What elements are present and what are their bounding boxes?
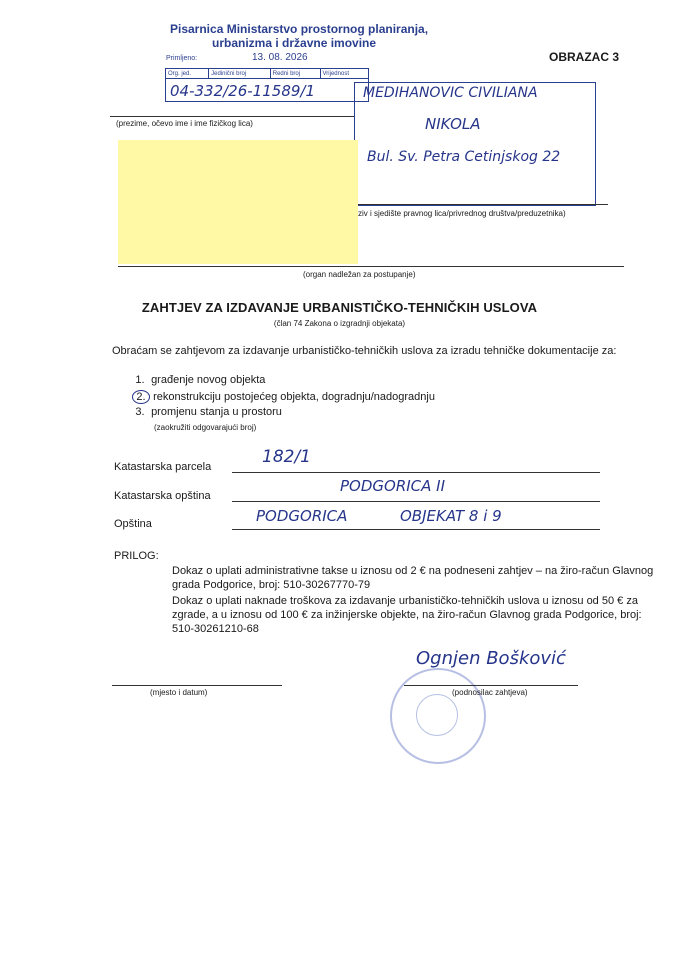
applicant-address: Bul. Sv. Petra Cetinjskog 22: [367, 149, 561, 165]
attachment-1: Dokaz o uplati administrativne takse u iznosu od 2 € na podneseni zahtjev – na žiro-račun Glavnog grada Podgorice, broj: 510-30267770-79: [172, 565, 654, 591]
form-title: ZAHTJEV ZA IZDAVANJE URBANISTIČKO-TEHNIČKIH USLOVA: [141, 300, 538, 315]
option-2: [132, 390, 435, 404]
stamp-title-line1: Pisarnica Ministarstvo prostornog planiranja,: [170, 22, 429, 36]
redaction-box: [118, 140, 358, 264]
stamp-handwritten-number: 04-332/26-11589/1: [170, 82, 315, 100]
form-subtitle: (član 74 Zakona o izgradnji objekata): [273, 319, 406, 328]
parcel-label: Katastarska parcela: [114, 461, 212, 473]
attachment-2: Dokaz o uplati naknade troškova za izdavanje urbanističko-tehničkih uslova u iznosu od 50 € za zgrade, a u iznosu od 100 € za inžinjerske objekte, na žiro-račun Glavnog grada Podgorice, broj: 510-30261210-68: [172, 595, 642, 635]
option-1: [132, 374, 265, 386]
options-note: (zaokružiti odgovarajući broj): [154, 423, 257, 432]
option-3: [132, 406, 282, 418]
cadastral-municipality-value: PODGORICA II: [340, 477, 446, 495]
option-3-text: promjenu stanja u prostoru: [151, 406, 282, 418]
option-1-text: građenje novog objekta: [151, 374, 266, 386]
intro-text: Obraćam se zahtjevom za izdavanje urbanističko-tehničkih uslova za izradu tehničke dokumentacije za:: [112, 345, 617, 357]
seal-emblem-icon: [416, 694, 458, 736]
person-name-line: [110, 116, 354, 117]
official-seal: [390, 668, 486, 764]
registry-stamp: [160, 16, 429, 110]
cadastral-municipality-label: Katastarska opština: [114, 490, 211, 502]
applicant-name: MEDIHANOVIC CIVILIANA: [363, 85, 538, 101]
signature-line: [404, 685, 578, 686]
applicant-line2: NIKOLA: [425, 115, 481, 133]
option-2-number-circled: 2.: [132, 390, 150, 404]
municipality-value: PODGORICA: [256, 507, 348, 525]
municipality-label: Opština: [114, 518, 152, 530]
cadastral-municipality-line: [232, 501, 600, 502]
form-number: OBRAZAC 3: [549, 50, 620, 64]
attachments-label: PRILOG:: [114, 550, 159, 562]
caption-signature: (podnosilac zahtjeva): [452, 688, 528, 697]
applicant-signature: Ognjen Bošković: [416, 648, 566, 669]
option-1-number: 1.: [135, 374, 145, 386]
stamp-title: [170, 22, 428, 50]
stamp-received-label: Primljeno:: [166, 55, 198, 62]
place-date-line: [112, 685, 282, 686]
authority-line: [118, 266, 624, 267]
parcel-value: 182/1: [262, 447, 311, 467]
caption-place-date: (mjesto i datum): [150, 688, 208, 697]
caption-person-name: (prezime, očevo ime i ime fizičkog lica): [116, 119, 253, 128]
object-value: OBJEKAT 8 i 9: [400, 507, 502, 525]
stamp-received-date: 13. 08. 2026: [252, 52, 308, 63]
parcel-line: [232, 472, 600, 473]
stamp-title-line2: urbanizma i državne imovine: [212, 36, 377, 50]
option-3-number: 3.: [135, 406, 145, 418]
stamp-col-org: Org. jed.: [166, 69, 209, 79]
applicant-box: [354, 82, 596, 206]
stamp-col-value: Vrijednost: [320, 69, 368, 79]
option-2-text: rekonstrukciju postojećeg objekta, dogradnju/nadogradnju: [153, 391, 435, 403]
stamp-col-attach: Redni broj: [270, 69, 320, 79]
municipality-line: [232, 529, 600, 530]
stamp-col-class: Jedinični broj: [209, 69, 271, 79]
caption-authority: (organ nadležan za postupanje): [303, 270, 416, 279]
caption-legal-entity: ziv i sjedište pravnog lica/privrednog društva/preduzetnika): [358, 209, 566, 218]
legal-entity-line: [358, 204, 608, 205]
